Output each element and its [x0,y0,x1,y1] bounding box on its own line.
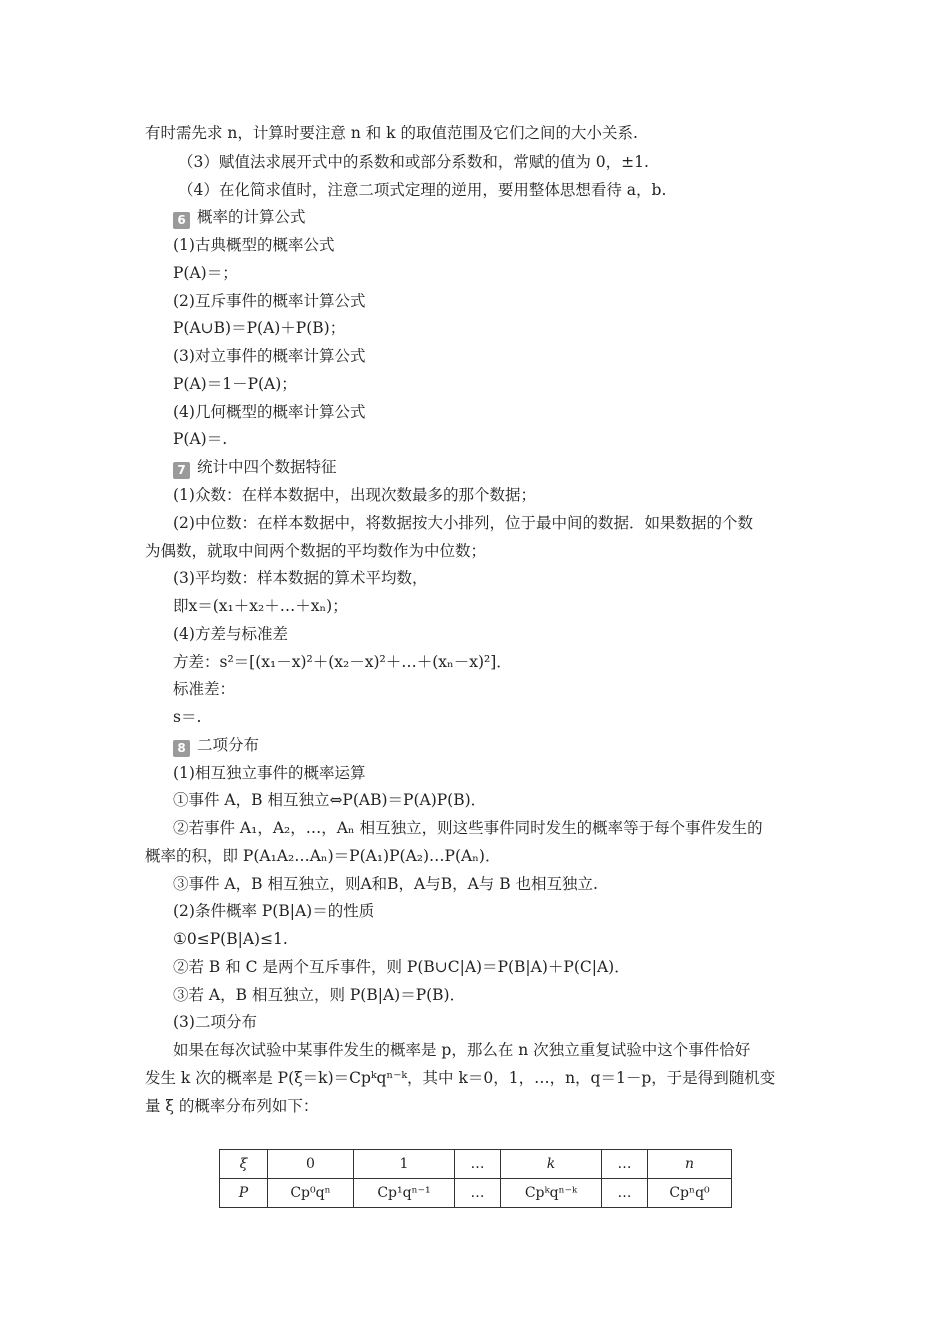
text-line [173,984,465,1006]
line-text: 方差：s²＝[(x₁－x)²＋(x₂－x)²＋…＋(xₙ－x)²]． [173,653,512,671]
text-line [173,789,486,811]
line-text: ①0≤P(B|A)≤1. [173,930,288,948]
text-line [173,401,365,423]
table-cell: Cpⁿq⁰ [648,1179,732,1208]
line-text: ③事件 A，B 相互独立，则A和B，A与B，A与 B 也相互独立. [173,875,598,893]
line-text: (2)条件概率 P(B|A)＝的性质 [173,902,375,920]
table-cell: Cp¹qⁿ⁻¹ [354,1179,455,1208]
section-number-badge: 8 [173,740,190,757]
section-number-badge: 7 [173,462,190,479]
text-line [173,290,365,312]
line-text: ②若 B 和 C 是两个互斥事件，则 P(B∪C|A)＝P(B|A)＋P(C|A)． [173,958,630,976]
text-line [173,873,598,895]
text-line [173,484,536,506]
line-text: (4)几何概型的概率计算公式 [173,403,366,421]
text-line [173,345,365,367]
section-heading [173,734,259,757]
line-text: 标准差： [173,680,236,698]
text-line [173,623,288,645]
text-line [173,706,201,728]
line-text: (1)古典概型的概率公式 [173,236,335,254]
line-text: （3）赋值法求展开式中的系数和或部分系数和，常赋的值为 0，±1. [178,153,649,171]
text-line [178,179,666,201]
line-text: 量 ξ 的概率分布列如下： [145,1097,319,1115]
text-line [173,1011,257,1033]
text-line [173,817,763,839]
line-text: P(A)＝1－P(A)； [173,375,297,393]
text-line [145,845,500,867]
table-cell: ξ [220,1150,268,1179]
line-text: 为偶数，就取中间两个数据的平均数作为中位数； [145,542,487,560]
text-line [173,512,753,534]
text-line [173,373,297,395]
line-text: 即x＝(x₁＋x₂＋…＋xₙ)； [173,597,348,615]
line-text: (2)中位数：在样本数据中，将数据按大小排列，位于最中间的数据．如果数据的个数 [173,514,753,532]
text-line [173,900,374,922]
text-line [145,122,638,144]
section-heading [173,456,337,479]
text-line [173,428,227,450]
text-line [178,151,649,173]
line-text: 有时需先求 n，计算时要注意 n 和 k 的取值范围及它们之间的大小关系. [145,124,638,142]
text-line [173,1039,750,1061]
table-cell: n [648,1150,732,1179]
line-text: ①事件 A，B 相互独立⇔P(AB)＝P(A)P(B)． [173,791,487,809]
table-cell: 0 [268,1150,354,1179]
text-line [173,567,427,589]
line-text: s＝. [173,708,202,726]
line-text: (2)互斥事件的概率计算公式 [173,292,366,310]
section-heading [173,206,306,229]
text-line [173,928,288,950]
line-text: (3)对立事件的概率计算公式 [173,347,366,365]
table-cell: … [455,1150,501,1179]
table-row [220,1179,732,1208]
line-text: 发生 k 次的概率是 P(ξ＝k)＝Cpᵏqⁿ⁻ᵏ，其中 k＝0，1，…，n，q＝1－p，于是得到随机变 [145,1069,776,1087]
table-cell: k [501,1150,602,1179]
line-text: (3)二项分布 [173,1013,257,1031]
line-text: (1)众数：在样本数据中，出现次数最多的那个数据； [173,486,536,504]
line-text: P(A)＝. [173,430,228,448]
text-line [145,1067,775,1089]
text-line [145,540,486,562]
line-text: 概率的积，即 P(A₁A₂…Aₙ)＝P(A₁)P(A₂)…P(Aₙ)． [145,847,501,865]
line-text: ②若事件 A₁，A₂，…，Aₙ 相互独立，则这些事件同时发生的概率等于每个事件发生的 [173,819,763,837]
line-text: 二项分布 [197,736,260,754]
text-line [145,1095,318,1117]
line-text: （4）在化简求值时，注意二项式定理的逆用，要用整体思想看待 a，b. [178,181,667,199]
text-line [173,651,512,673]
table-cell: … [455,1179,501,1208]
distribution-table [219,1149,732,1208]
table-header-row [220,1150,732,1179]
text-line [173,956,630,978]
text-line [173,678,235,700]
line-text: 如果在每次试验中某事件发生的概率是 p，那么在 n 次独立重复试验中这个事件恰好 [173,1041,751,1059]
line-text: P(A)＝； [173,264,238,282]
table-cell: … [602,1150,648,1179]
table-cell: Cpᵏqⁿ⁻ᵏ [501,1179,602,1208]
line-text: (4)方差与标准差 [173,625,288,643]
section-number-badge: 6 [173,212,190,229]
text-line [173,317,345,339]
line-text: 统计中四个数据特征 [197,458,337,476]
text-line [173,262,238,284]
line-text: P(A∪B)＝P(A)＋P(B)； [173,319,346,337]
text-line [173,234,334,256]
text-line [173,762,365,784]
table-cell: … [602,1179,648,1208]
line-text: (3)平均数：样本数据的算术平均数， [173,569,428,587]
line-text: ③若 A，B 相互独立，则 P(B|A)＝P(B)． [173,986,466,1004]
line-text: (1)相互独立事件的概率运算 [173,764,366,782]
table-cell: Cp⁰qⁿ [268,1179,354,1208]
text-line [173,595,348,617]
line-text: 概率的计算公式 [197,208,306,226]
table-cell: P [220,1179,268,1208]
table-cell: 1 [354,1150,455,1179]
